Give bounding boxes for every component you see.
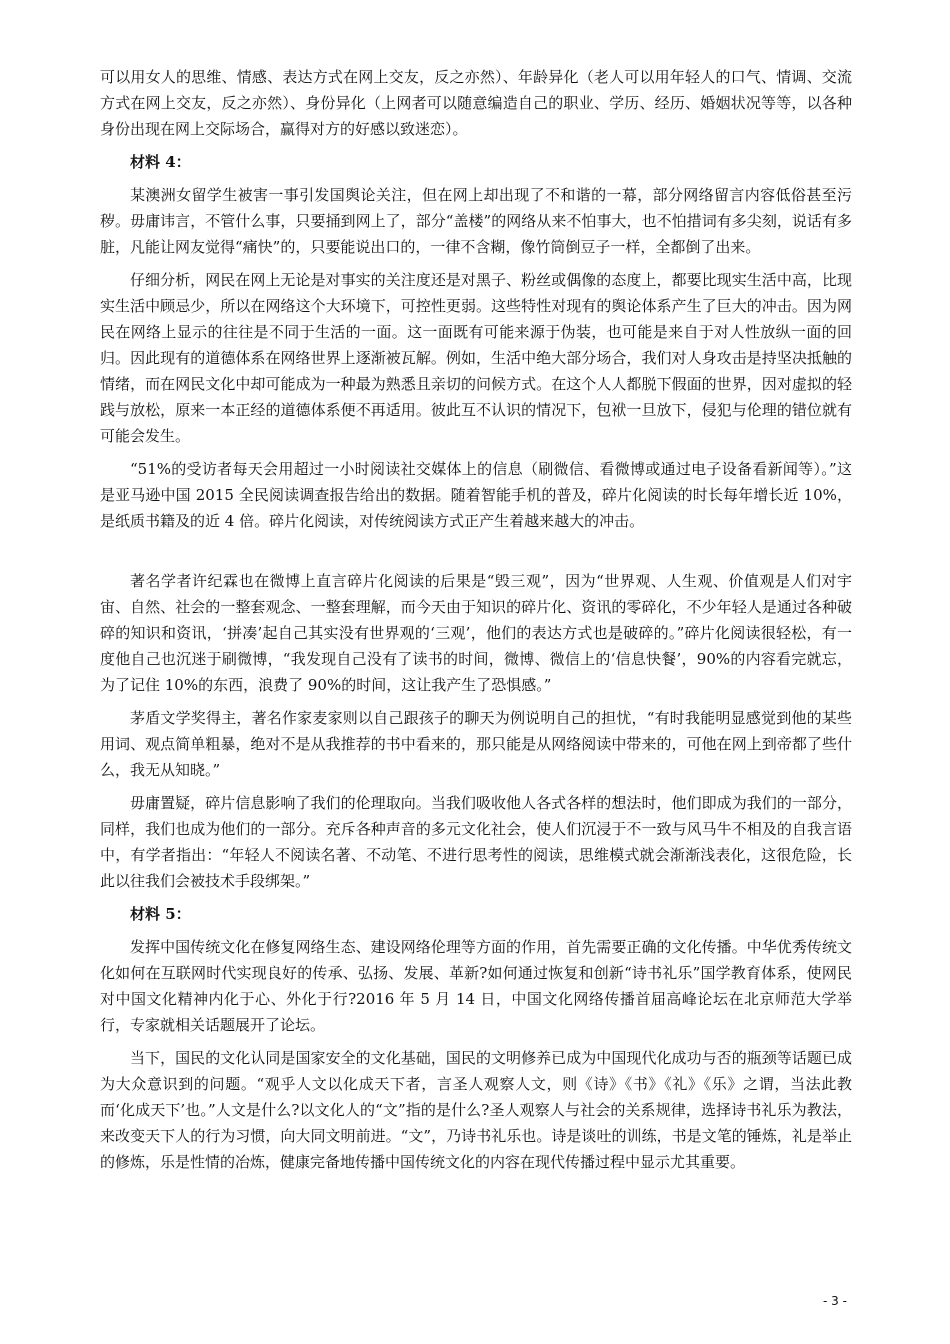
page-number: - 3 - <box>823 1294 847 1308</box>
paragraph: 毋庸置疑，碎片信息影响了我们的伦理取向。当我们吸收他人各式各样的想法时，他们即成为我们的一部分，同样，我们也成为他们的一部分。充斥各种声音的多元文化社会，使人们沉浸于不一致与风马牛不相及的自我言语中，有学者指出：“年轻人不阅读名著、不动笔、不进行思考性的阅读，思维模式就会渐渐浅表化，这很危险，长此以往我们会被技术手段绑架。” <box>100 794 852 890</box>
section-heading-material-4: 材料 4： <box>130 153 191 171</box>
paragraph: 发挥中国传统文化在修复网络生态、建设网络伦理等方面的作用，首先需要正确的文化传播。中华优秀传统文化如何在互联网时代实现良好的传承、弘扬、发展、革新?如何通过恢复和创新“诗书礼乐”国学教育体系，使网民对中国文化精神内化于心、外化于行?2016 年 5 月 14 日，中国文化网络传播首届高峰论坛在北京师范大学举行，专家就相关话题展开了论坛。 <box>100 938 852 1034</box>
paragraph: 当下，国民的文化认同是国家安全的文化基础，国民的文明修养已成为中国现代化成功与否的瓶颈等话题已成为大众意识到的问题。“观乎人文以化成天下者，言圣人观察人文，则《诗》《书》《礼》《乐》之谓，当法此教而‘化成天下’也。”人文是什么?以文化人的“文”指的是什么?圣人观察人与社会的关系规律，选择诗书礼乐为教法，来改变天下人的行为习惯，向大同文明前进。“文”，乃诗书礼乐也。诗是谈吐的训练，书是文笔的锤炼，礼是举止的修炼，乐是性情的冶炼，健康完备地传播中国传统文化的内容在现代传播过程中显示尤其重要。 <box>100 1049 852 1171</box>
paragraph: 某澳洲女留学生被害一事引发国舆论关注，但在网上却出现了不和谐的一幕，部分网络留言内容低俗甚至污秽。毋庸讳言，不管什么事，只要捅到网上了，部分“盖楼”的网络从来不怕事大，也不怕措词有多尖刻，说话有多脏，凡能让网友觉得“痛快”的，只要能说出口的，一律不含糊，像竹筒倒豆子一样，全都倒了出来。 <box>100 186 852 256</box>
document-body <box>100 64 852 1182</box>
paragraph: 仔细分析，网民在网上无论是对事实的关注度还是对黑子、粉丝或偶像的态度上，都要比现实生活中高，比现实生活中顾忌少，所以在网络这个大环境下，可控性更弱。这些特性对现有的舆论体系产生了巨大的冲击。因为网民在网络上显示的往往是不同于生活的一面。这一面既有可能来源于伪装，也可能是来自于对人性放纵一面的回归。因此现有的道德体系在网络世界上逐渐被瓦解。例如，生活中绝大部分场合，我们对人身攻击是持坚决抵触的情绪，而在网民文化中却可能成为一种最为熟悉且亲切的问候方式。在这个人人都脱下假面的世界，因对虚拟的轻践与放松，原来一本正经的道德体系便不再适用。彼此互不认识的情况下，包袱一旦放下，侵犯与伦理的错位就有可能会发生。 <box>100 271 852 445</box>
paragraph: 著名学者许纪霖也在微博上直言碎片化阅读的后果是“毁三观”，因为“世界观、人生观、价值观是人们对宇宙、自然、社会的一整套观念、一整套理解，而今天由于知识的碎片化、资讯的零碎化，不少年轻人是通过各种破碎的知识和资讯，‘拼凑’起自己其实没有世界观的‘三观’，他们的表达方式也是破碎的。”碎片化阅读很轻松，有一度他自己也沉迷于刷微博，“我发现自己没有了读书的时间，微博、微信上的‘信息快餐’，90%的内容看完就忘，为了记住 10%的东西，浪费了 90%的时间，这让我产生了恐惧感。” <box>100 572 852 694</box>
paragraph: “51%的受访者每天会用超过一小时阅读社交媒体上的信息（刷微信、看微博或通过电子设备看新闻等）。”这是亚马逊中国 2015 全民阅读调查报告给出的数据。随着智能手机的普及，碎片化阅读的时长每年增长近 10%，是纸质书籍及的近 4 倍。碎片化阅读，对传统阅读方式正产生着越来越大的冲击。 <box>100 460 852 530</box>
paragraph-continuation: 可以用女人的思维、情感、表达方式在网上交友，反之亦然）、年龄异化（老人可以用年轻人的口气、情调、交流方式在网上交友，反之亦然）、身份异化（上网者可以随意编造自己的职业、学历、经历、婚姻状况等等，以各种身份出现在网上交际场合，赢得对方的好感以致迷恋）。 <box>100 68 852 138</box>
paragraph: 茅盾文学奖得主，著名作家麦家则以自己跟孩子的聊天为例说明自己的担忧，“有时我能明显感觉到他的某些用词、观点简单粗暴，绝对不是从我推荐的书中看来的，那只能是从网络阅读中带来的，可他在网上到帝都了些什么，我无从知晓。” <box>100 709 852 779</box>
page-number-footer <box>0 1294 950 1308</box>
section-heading-material-5: 材料 5： <box>130 905 191 923</box>
